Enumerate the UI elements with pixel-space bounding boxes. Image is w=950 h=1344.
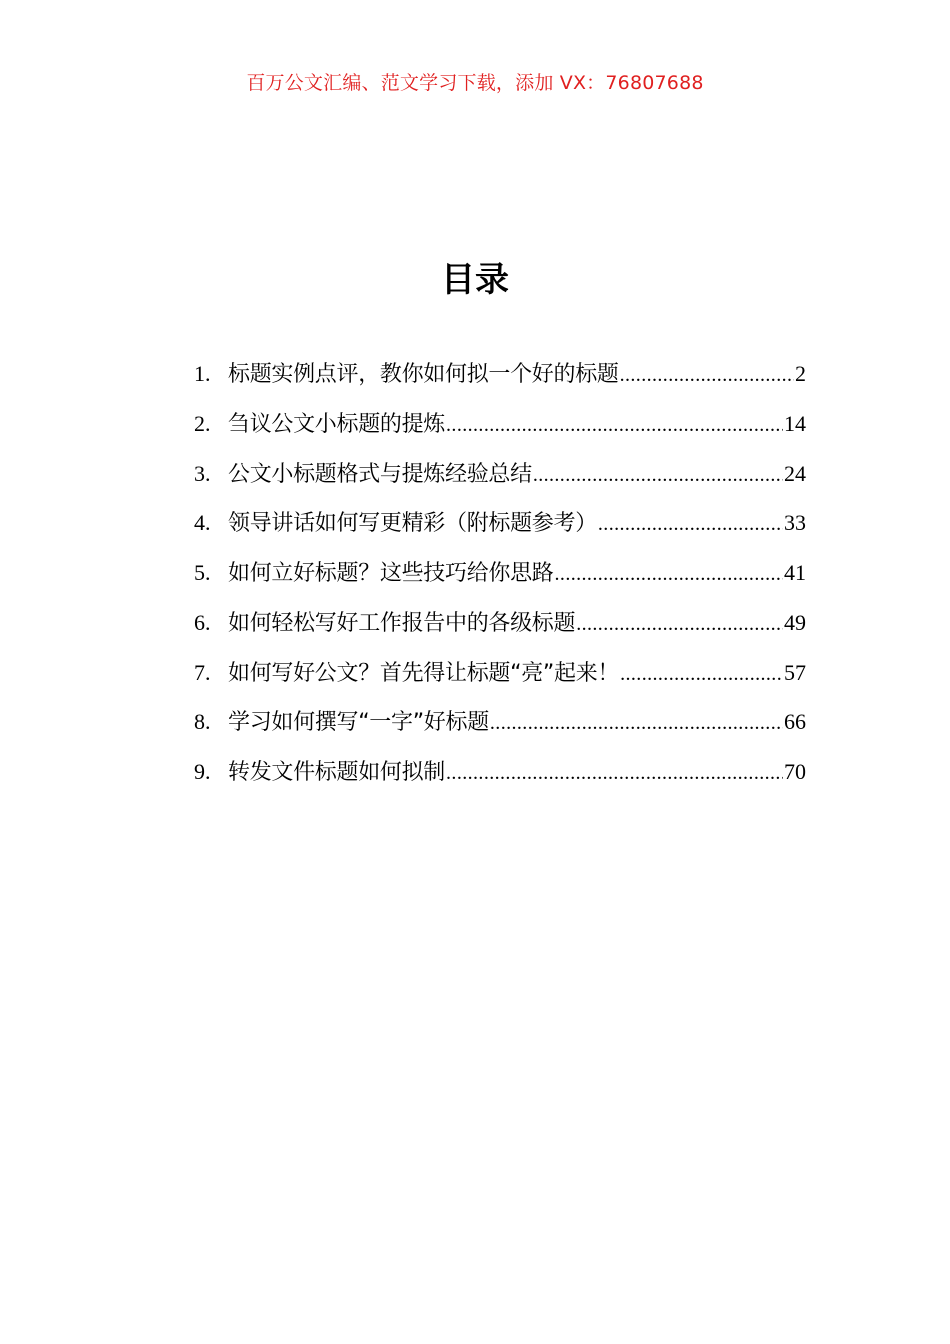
toc-entry-number: 8. [194,709,211,735]
toc-entry-number: 6. [194,609,211,635]
toc-list [194,357,806,805]
toc-entry-5[interactable] [194,556,806,606]
toc-entry-title: 如何轻松写好工作报告中的各级标题 [228,610,576,636]
toc-entry-6[interactable] [194,606,806,656]
toc-entry-page: 33 [784,510,806,536]
toc-title: 目录 [441,260,509,300]
toc-dot-leader [620,663,783,686]
toc-entry-number: 4. [194,510,211,536]
toc-entry-4[interactable] [194,506,806,556]
toc-entry-page: 24 [784,460,806,486]
toc-entry-title: 标题实例点评，教你如何拟一个好的标题 [228,362,619,387]
toc-entry-page: 57 [784,659,806,685]
toc-entry-title: 公文小标题格式与提炼经验总结 [228,461,532,487]
toc-entry-7[interactable] [194,656,806,706]
toc-entry-9[interactable] [194,755,806,805]
toc-dot-leader [446,414,783,437]
toc-entry-number: 7. [194,659,211,685]
toc-entry-8[interactable] [194,705,806,755]
toc-entry-title: 刍议公文小标题的提炼 [228,411,446,437]
toc-entry-page: 2 [795,361,806,386]
toc-entry-page: 70 [784,759,806,784]
toc-entry-number: 2. [194,410,211,436]
toc-entry-page: 66 [784,709,806,735]
toc-dot-leader [576,613,783,636]
toc-entry-3[interactable] [194,457,806,507]
toc-entry-2[interactable] [194,407,806,457]
toc-entry-title: 转发文件标题如何拟制 [228,760,446,785]
toc-entry-page: 41 [784,560,806,585]
toc-entry-number: 3. [194,460,211,486]
toc-dot-leader [490,712,783,735]
toc-entry-number: 5. [194,560,211,585]
toc-entry-title: 领导讲话如何写更精彩（附标题参考） [228,511,597,537]
toc-entry-title: 如何立好标题？这些技巧给你思路 [228,561,554,586]
toc-entry-title: 如何写好公文？首先得让标题“亮”起来！ [228,660,620,686]
toc-entry-1[interactable] [194,357,806,407]
toc-dot-leader [555,563,783,586]
toc-entry-number: 9. [194,759,211,784]
toc-dot-leader [620,364,794,387]
toc-entry-number: 1. [194,361,211,386]
toc-dot-leader [533,464,783,487]
toc-entry-title: 学习如何撰写“一字”好标题 [228,710,489,736]
toc-dot-leader [446,762,783,785]
header-promo-note: 百万公文汇编、范文学习下载，添加 VX：76807688 [246,72,704,94]
toc-dot-leader [598,513,783,536]
toc-entry-page: 49 [784,609,806,635]
toc-entry-page: 14 [784,410,806,436]
